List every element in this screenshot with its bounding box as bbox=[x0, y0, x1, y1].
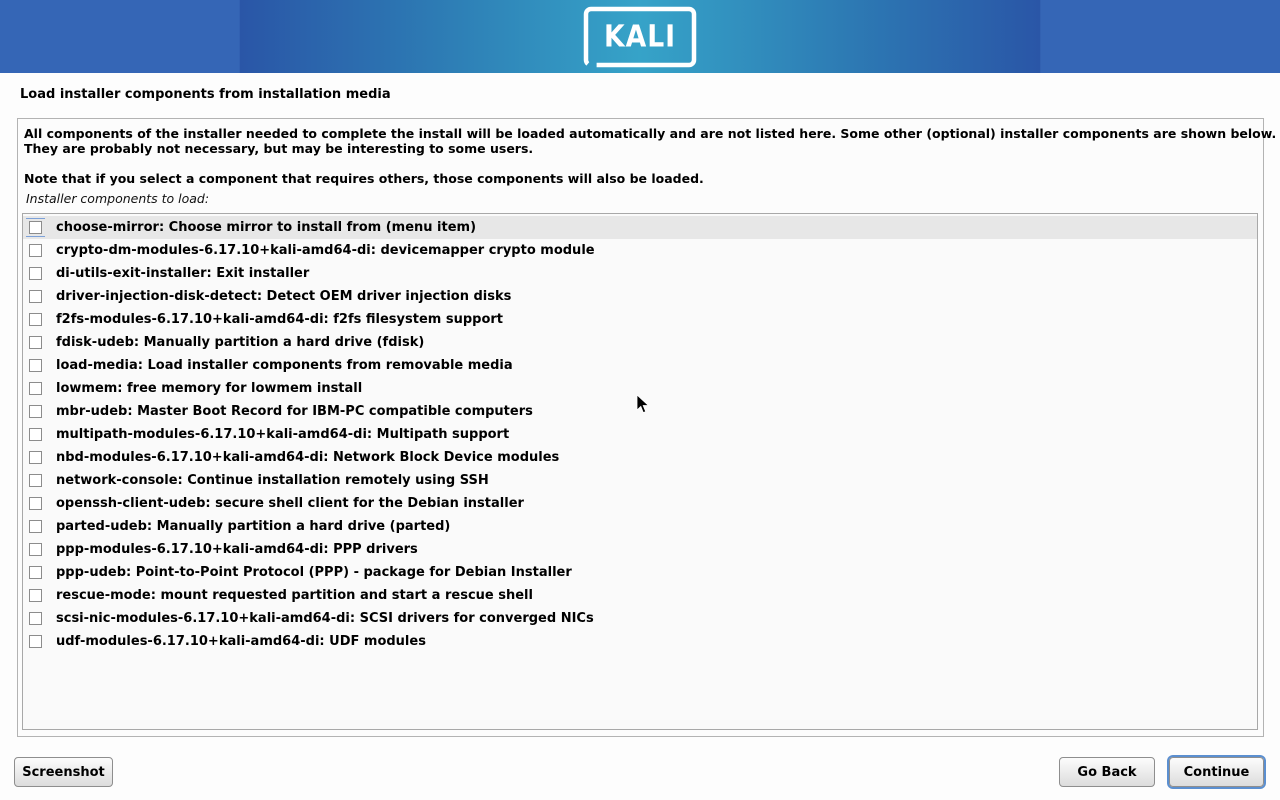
checkbox-cell bbox=[26, 402, 45, 421]
checkbox[interactable] bbox=[29, 520, 42, 533]
checkbox-cell bbox=[26, 379, 45, 398]
list-item[interactable] bbox=[23, 469, 1257, 492]
component-label: ppp-udeb: Point-to-Point Protocol (PPP) - package for Debian Installer bbox=[56, 565, 572, 580]
component-label: ppp-modules-6.17.10+kali-amd64-di: PPP drivers bbox=[56, 542, 418, 557]
checkbox-cell bbox=[26, 241, 45, 260]
list-item[interactable] bbox=[23, 584, 1257, 607]
list-item[interactable] bbox=[23, 354, 1257, 377]
list-label: Installer components to load: bbox=[26, 191, 210, 206]
checkbox[interactable] bbox=[29, 428, 42, 441]
list-item[interactable] bbox=[23, 607, 1257, 630]
checkbox[interactable] bbox=[29, 313, 42, 326]
checkbox[interactable] bbox=[29, 612, 42, 625]
checkbox-cell bbox=[26, 333, 45, 352]
checkbox-cell bbox=[26, 517, 45, 536]
checkbox[interactable] bbox=[29, 635, 42, 648]
page-title: Load installer components from installation media bbox=[20, 87, 391, 102]
checkbox-cell bbox=[26, 563, 45, 582]
kali-logo bbox=[583, 6, 697, 68]
list-item[interactable] bbox=[23, 446, 1257, 469]
checkbox[interactable] bbox=[29, 497, 42, 510]
kali-banner bbox=[0, 0, 1280, 73]
checkbox[interactable] bbox=[29, 543, 42, 556]
checkbox[interactable] bbox=[29, 566, 42, 579]
checkbox[interactable] bbox=[29, 244, 42, 257]
go-back-button[interactable]: Go Back bbox=[1059, 757, 1155, 787]
list-item[interactable] bbox=[23, 400, 1257, 423]
intro-paragraph-line2: They are probably not necessary, but may be interesting to some users. bbox=[24, 141, 534, 156]
list-item[interactable] bbox=[23, 262, 1257, 285]
component-label: crypto-dm-modules-6.17.10+kali-amd64-di: devicemapper crypto module bbox=[56, 243, 595, 258]
checkbox[interactable] bbox=[29, 267, 42, 280]
list-item[interactable] bbox=[23, 561, 1257, 584]
checkbox-cell bbox=[26, 218, 45, 237]
checkbox-cell bbox=[26, 540, 45, 559]
checkbox[interactable] bbox=[29, 221, 42, 234]
component-label: network-console: Continue installation remotely using SSH bbox=[56, 473, 489, 488]
checkbox-cell bbox=[26, 356, 45, 375]
list-item[interactable] bbox=[23, 377, 1257, 400]
checkbox-cell bbox=[26, 425, 45, 444]
checkbox[interactable] bbox=[29, 336, 42, 349]
checkbox-cell bbox=[26, 586, 45, 605]
list-item[interactable] bbox=[23, 285, 1257, 308]
list-item[interactable] bbox=[23, 423, 1257, 446]
component-label: nbd-modules-6.17.10+kali-amd64-di: Network Block Device modules bbox=[56, 450, 560, 465]
checkbox-cell bbox=[26, 264, 45, 283]
list-item[interactable] bbox=[23, 331, 1257, 354]
checkbox[interactable] bbox=[29, 359, 42, 372]
checkbox[interactable] bbox=[29, 290, 42, 303]
note-paragraph: Note that if you select a component that requires others, those components will also be loaded. bbox=[24, 171, 704, 186]
checkbox[interactable] bbox=[29, 451, 42, 464]
checkbox-cell bbox=[26, 471, 45, 490]
component-label: openssh-client-udeb: secure shell client for the Debian installer bbox=[56, 496, 524, 511]
component-label: load-media: Load installer components from removable media bbox=[56, 358, 513, 373]
component-label: fdisk-udeb: Manually partition a hard drive (fdisk) bbox=[56, 335, 425, 350]
continue-button[interactable]: Continue bbox=[1169, 757, 1264, 787]
checkbox-cell bbox=[26, 632, 45, 651]
component-label: udf-modules-6.17.10+kali-amd64-di: UDF modules bbox=[56, 634, 426, 649]
checkbox-cell bbox=[26, 448, 45, 467]
list-item[interactable] bbox=[23, 216, 1257, 239]
checkbox-cell bbox=[26, 494, 45, 513]
component-label: rescue-mode: mount requested partition and start a rescue shell bbox=[56, 588, 533, 603]
checkbox[interactable] bbox=[29, 405, 42, 418]
checkbox[interactable] bbox=[29, 589, 42, 602]
list-item[interactable] bbox=[23, 515, 1257, 538]
checkbox-cell bbox=[26, 287, 45, 306]
checkbox-cell bbox=[26, 609, 45, 628]
component-label: f2fs-modules-6.17.10+kali-amd64-di: f2fs filesystem support bbox=[56, 312, 503, 327]
component-label: mbr-udeb: Master Boot Record for IBM-PC compatible computers bbox=[56, 404, 533, 419]
component-label: multipath-modules-6.17.10+kali-amd64-di: Multipath support bbox=[56, 427, 510, 442]
component-label: choose-mirror: Choose mirror to install from (menu item) bbox=[56, 220, 477, 235]
checkbox[interactable] bbox=[29, 474, 42, 487]
component-label: lowmem: free memory for lowmem install bbox=[56, 381, 363, 396]
list-item[interactable] bbox=[23, 630, 1257, 653]
component-label: scsi-nic-modules-6.17.10+kali-amd64-di: SCSI drivers for converged NICs bbox=[56, 611, 594, 626]
component-label: parted-udeb: Manually partition a hard drive (parted) bbox=[56, 519, 451, 534]
list-item[interactable] bbox=[23, 538, 1257, 561]
component-label: di-utils-exit-installer: Exit installer bbox=[56, 266, 310, 281]
list-item[interactable] bbox=[23, 308, 1257, 331]
checkbox[interactable] bbox=[29, 382, 42, 395]
intro-paragraph-line1: All components of the installer needed to complete the install will be loaded automatically and are not listed here. Some other (optional) installer components are shown below. bbox=[24, 126, 1277, 141]
list-item[interactable] bbox=[23, 239, 1257, 262]
component-label: driver-injection-disk-detect: Detect OEM driver injection disks bbox=[56, 289, 512, 304]
components-listbox bbox=[22, 213, 1258, 730]
kali-logo-text: KALI bbox=[604, 18, 676, 54]
list-item[interactable] bbox=[23, 492, 1257, 515]
checkbox-cell bbox=[26, 310, 45, 329]
screenshot-button[interactable]: Screenshot bbox=[14, 757, 113, 787]
